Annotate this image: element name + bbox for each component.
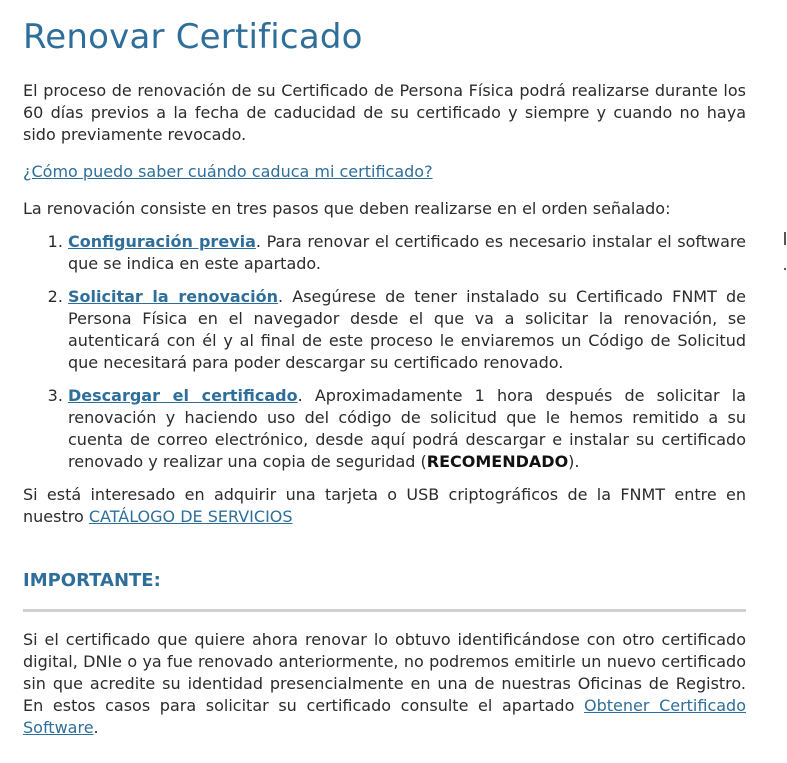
intro-paragraph: El proceso de renovación de su Certificado de Persona Física podrá realizarse durante los 60 días previos a la fecha de caducidad de su certificado y siempre y cuando no haya sido previamente revocado.	[23, 81, 746, 144]
section-divider	[23, 609, 746, 612]
obtain-certificate-link[interactable]: Obtener Certificado Software	[23, 696, 747, 737]
scroll-edge-mark	[784, 232, 786, 245]
steps-intro-text: La renovación consiste en tres pasos que deben realizarse en el orden señalado:	[23, 199, 671, 218]
step-description: . Aproximadamente 1 hora después de solicitar la renovación y haciendo uso del código de solicitud que le hemos remitido a su cuenta de correo electrónico, desde aquí podrá descargar e instalar su certificado renovado y realizar una copia de seguridad (	[68, 386, 747, 471]
scroll-edge-dot	[784, 268, 786, 270]
important-text: Si el certificado que quiere ahora renovar lo obtuvo identificándose con otro certificado digital, DNIe o ya fue renovado anteriormente, no podremos emitirle un nuevo certificado sin que acredite su identidad presencialmente en una de nuestras Oficinas de Registro. En estos casos para solicitar su certificado consulte el apartado	[23, 630, 746, 715]
request-renewal-link[interactable]: Solicitar la renovación	[68, 287, 279, 306]
main-content	[23, 0, 746, 739]
steps-list	[23, 231, 746, 473]
important-paragraph	[23, 629, 746, 739]
configuration-link[interactable]: Configuración previa	[68, 232, 256, 251]
step-item-configuration	[68, 231, 746, 275]
recommended-emphasis: RECOMENDADO	[426, 452, 569, 471]
step-description-tail: ).	[568, 452, 580, 471]
catalog-paragraph	[23, 484, 746, 528]
important-end: .	[93, 718, 99, 737]
catalog-text: Si está interesado en adquirir una tarjeta o USB criptográficos de la FNMT entre en nuestro	[23, 485, 746, 526]
faq-paragraph	[23, 161, 746, 183]
step-item-request	[68, 286, 746, 374]
step-description: . Asegúrese de tener instalado su Certificado FNMT de Persona Física en el navegador desde el que va a solicitar la renovación, se autenticará con él y al final de este proceso le enviaremos un Código de Solicitud que necesitará para poder descargar su certificado renovado.	[68, 287, 747, 372]
step-description: . Para renovar el certificado es necesario instalar el software que se indica en este apartado.	[68, 232, 747, 273]
page-title: Renovar Certificado	[23, 17, 363, 57]
expiry-faq-link[interactable]: ¿Cómo puedo saber cuándo caduca mi certificado?	[23, 162, 433, 181]
catalog-link[interactable]: CATÁLOGO DE SERVICIOS	[88, 507, 293, 526]
important-heading: IMPORTANTE:	[23, 570, 161, 591]
step-item-download	[68, 385, 746, 473]
download-certificate-link[interactable]: Descargar el certificado	[68, 386, 298, 405]
